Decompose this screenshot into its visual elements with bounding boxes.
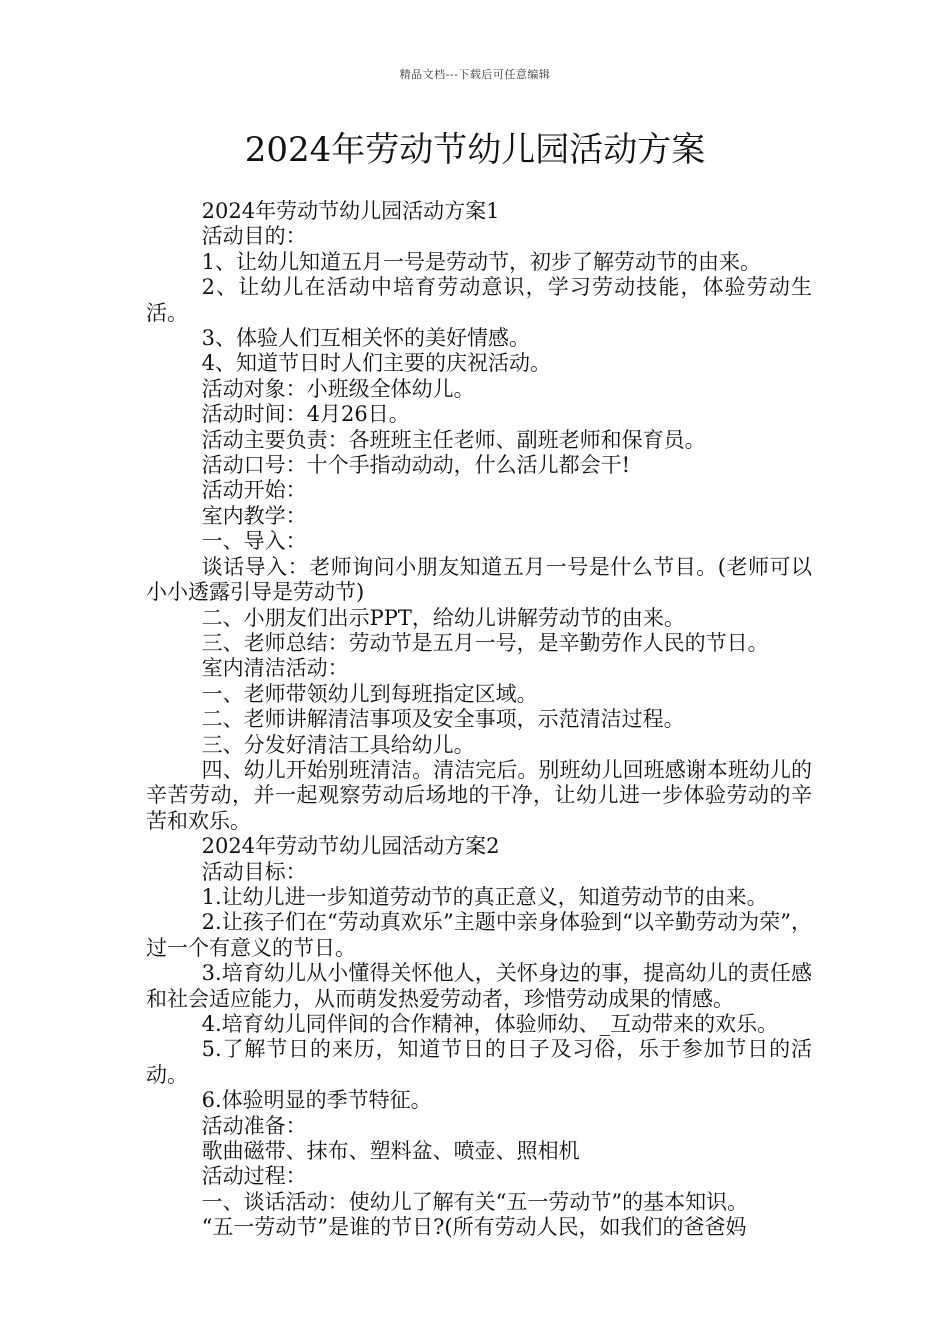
paragraph: 2、让幼儿在活动中培育劳动意识，学习劳动技能，体验劳动生活。 xyxy=(146,275,812,325)
paragraph: 活动主要负责：各班班主任老师、副班老师和保育员。 xyxy=(201,427,706,452)
paragraph: 活动对象：小班级全体幼儿。 xyxy=(201,376,475,401)
paragraph: 4、知道节日时人们主要的庆祝活动。 xyxy=(201,351,551,376)
paragraph: 2024年劳动节幼儿园活动方案2 xyxy=(201,834,500,859)
paragraph: 4.培育幼儿同伴间的合作精神，体验师幼、_互动带来的欢乐。 xyxy=(201,1012,779,1036)
paragraph: 1、让幼儿知道五月一号是劳动节，初步了解劳动节的由来。 xyxy=(201,249,761,274)
document-body xyxy=(146,199,812,1241)
paragraph: 3、体验人们互相关怀的美好情感。 xyxy=(201,326,531,351)
paragraph: 二、小朋友们出示PPT，给幼儿讲解劳动节的由来。 xyxy=(201,605,685,630)
paragraph: 活动过程： xyxy=(201,1164,307,1189)
paragraph: 一、老师带领幼儿到每班指定区域。 xyxy=(201,681,538,706)
paragraph: 活动开始： xyxy=(201,478,307,503)
paragraph: 活动口号：十个手指动动动，什么活儿都会干! xyxy=(201,453,631,478)
paragraph: 谈话导入：老师询问小朋友知道五月一号是什么节目。(老师可以小小透露引导是劳动节) xyxy=(146,554,812,605)
paragraph: 一、导入： xyxy=(201,529,307,554)
paragraph: 室内教学： xyxy=(201,503,307,528)
paragraph: 三、分发好清洁工具给幼儿。 xyxy=(201,732,475,757)
paragraph: 活动时间：4月26日。 xyxy=(201,402,410,427)
paragraph: 四、幼儿开始别班清洁。清洁完后。别班幼儿回班感谢本班幼儿的辛苦劳动，并一起观察劳动后场地的干净，让幼儿进一步体验劳动的辛苦和欢乐。 xyxy=(146,757,812,833)
paragraph: 2024年劳动节幼儿园活动方案1 xyxy=(201,199,500,223)
paragraph: “五一劳动节”是谁的节日?(所有劳动人民，如我们的爸爸妈 xyxy=(201,1215,747,1240)
paragraph: 室内清洁活动： xyxy=(201,656,349,681)
paragraph: 6.体验明显的季节特征。 xyxy=(201,1088,432,1113)
paragraph: 1.让幼儿进一步知道劳动节的真正意义，知道劳动节的由来。 xyxy=(201,884,768,909)
paragraph: 一、谈话活动：使幼儿了解有关“五一劳动节”的基本知识。 xyxy=(201,1189,749,1214)
paragraph: 歌曲磁带、抹布、塑料盆、喷壶、照相机 xyxy=(201,1139,580,1164)
paragraph: 2.让孩子们在“劳动真欢乐”主题中亲身体验到“以辛勤劳动为荣”，过一个有意义的节日。 xyxy=(146,910,812,960)
paragraph: 活动目标： xyxy=(201,859,307,884)
paragraph: 活动准备： xyxy=(201,1113,307,1138)
paragraph: 3.培育幼儿从小懂得关怀他人，关怀身边的事，提高幼儿的责任感和社会适应能力，从而萌发热爱劳动者，珍惜劳动成果的情感。 xyxy=(146,961,812,1011)
paragraph: 活动目的： xyxy=(201,224,307,249)
paragraph: 二、老师讲解清洁事项及安全事项，示范清洁过程。 xyxy=(201,707,685,732)
document-title: 2024年劳动节幼儿园活动方案 xyxy=(244,130,706,170)
paragraph: 三、老师总结：劳动节是五月一号，是辛勤劳作人民的节日。 xyxy=(201,630,769,655)
header-note: 精品文档---下载后可任意编辑 xyxy=(399,68,551,81)
paragraph: 5.了解节日的来历，知道节日的日子及习俗，乐于参加节日的活动。 xyxy=(146,1037,812,1087)
